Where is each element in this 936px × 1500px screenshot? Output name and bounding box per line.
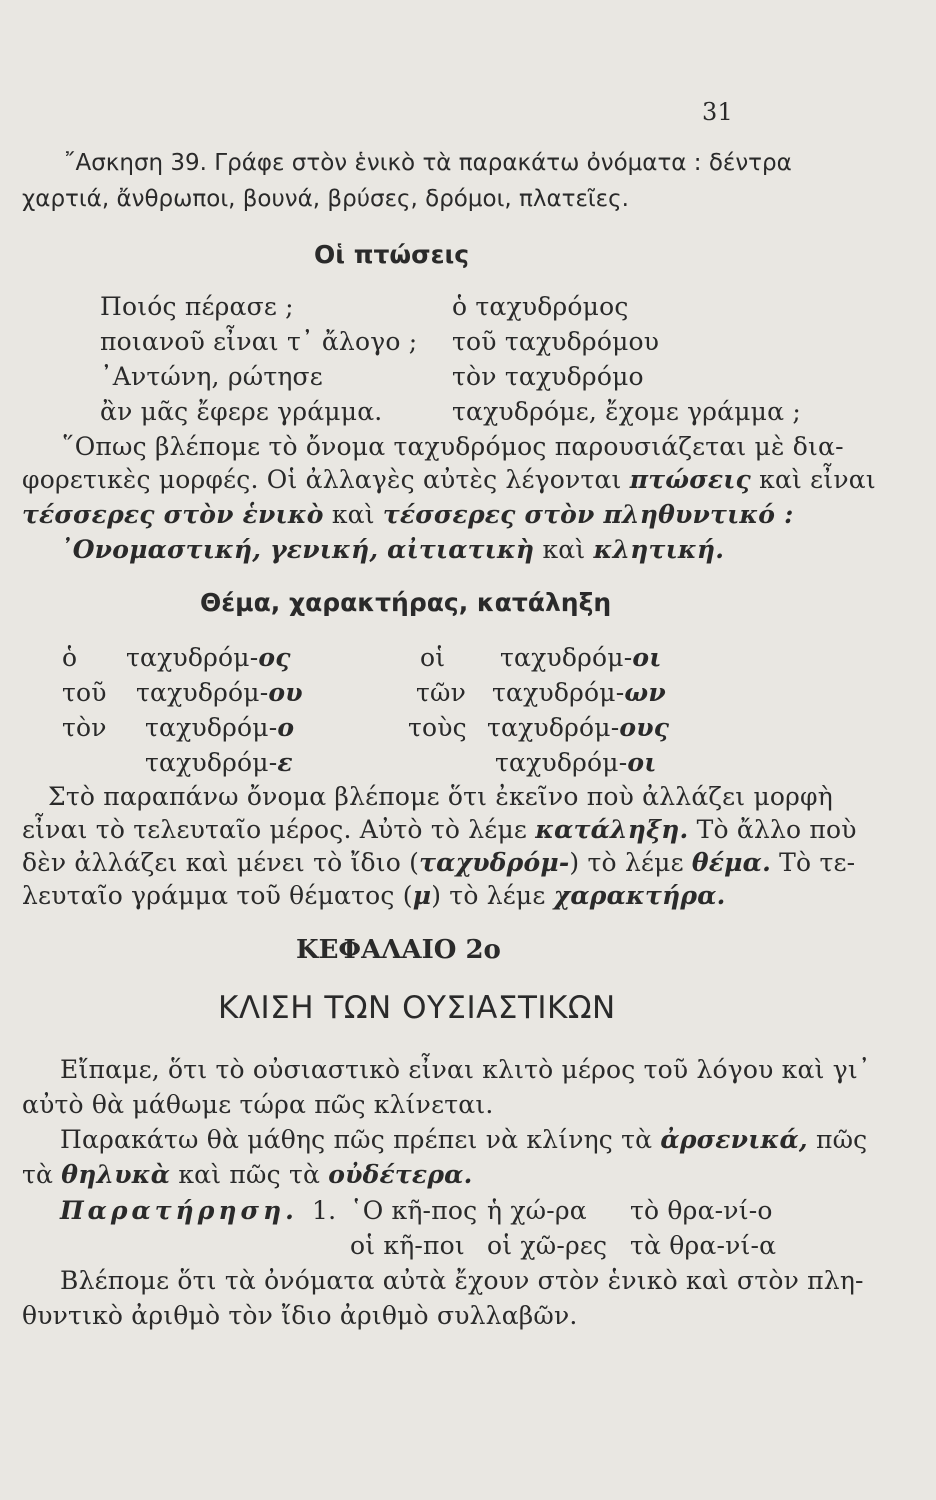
section-heading-cases: Οἱ πτώσεις <box>314 240 470 269</box>
page-number: 31 <box>702 98 733 126</box>
note-pl-2: οἱ χῶ-ρες <box>487 1231 608 1260</box>
dialogue-left-4: ἂν μᾶς ἔφερε γράμμα. <box>100 397 383 426</box>
chapter-label: ΚΕΦΑΛΑΙΟ 2ο <box>296 935 501 965</box>
section-heading-stem: Θέμα, χαρακτήρας, κατάληξη <box>200 588 612 617</box>
note-sg-1: ῾Ο κῆ-πος <box>350 1196 478 1225</box>
dialogue-right-2: τοῦ ταχυδρόμου <box>452 327 660 356</box>
decl-para-3-line-1: Βλέπομε ὅτι τὰ ὀνόματα αὐτὰ ἔχουν στὸν ἑνικὸ καὶ στὸν πλη- <box>60 1266 864 1295</box>
cases-para-line-1: ῞Οπως βλέπομε τὸ ὄνομα ταχυδρόμος παρουσιάζεται μὲ δια- <box>62 432 844 461</box>
decl-para-1-line-1: Εἴπαμε, ὅτι τὸ οὐσιαστικὸ εἶναι κλιτὸ μέρος τοῦ λόγου καὶ γι᾿ <box>60 1055 871 1084</box>
table-article-pl: τοὺς <box>408 713 467 742</box>
dialogue-left-3: ᾿Αντώνη, ρώτησε <box>100 362 323 391</box>
term-charaktiras: χαρακτήρα. <box>553 881 726 910</box>
table-article-sg: τὸν <box>62 713 107 742</box>
cases-para-line-3: τέσσερες στὸν ἑνικὸ καὶ τέσσερες στὸν πληθυντικό : <box>22 500 794 529</box>
table-form-sg: ταχυδρόμ-ε <box>145 748 293 777</box>
note-label: Παρατήρηση. <box>60 1196 298 1225</box>
dialogue-left-2: ποιανοῦ εἶναι τ᾿ ἄλογο ; <box>100 327 418 356</box>
table-form-sg: ταχυδρόμ-ο <box>145 713 295 742</box>
table-article-pl: τῶν <box>416 678 467 707</box>
exercise-line-1: ῎Ασκηση 39. Γράφε στὸν ἑνικὸ τὰ παρακάτω ὀνόματα : δέντρα <box>64 150 792 176</box>
table-article-pl: οἱ <box>420 643 446 672</box>
table-form-pl: ταχυδρόμ-ους <box>487 713 670 742</box>
table-form-sg: ταχυδρόμ-ος <box>126 643 291 672</box>
cases-para-line-2: φορετικὲς μορφές. Οἱ ἀλλαγὲς αὐτὲς λέγονται πτώσεις καὶ εἶναι <box>22 465 876 494</box>
table-form-pl: ταχυδρόμ-ων <box>492 678 666 707</box>
exercise-line-2: χαρτιά, ἄνθρωποι, βουνά, βρύσες, δρόμοι, πλατεῖες. <box>22 186 629 212</box>
table-form-pl: ταχυδρόμ-οι <box>500 643 662 672</box>
table-article-sg: τοῦ <box>62 678 107 707</box>
table-article-sg: ὁ <box>62 643 78 672</box>
note-number: 1. <box>312 1196 337 1225</box>
term-thema: θέμα. <box>691 848 772 877</box>
decl-para-2-line-2: τὰ θηλυκὰ καὶ πῶς τὰ οὐδέτερα. <box>22 1160 473 1189</box>
note-pl-3: τὰ θρα-νί-α <box>630 1231 777 1260</box>
decl-para-3-line-2: θυντικὸ ἀριθμὸ τὸν ἴδιο ἀριθμὸ συλλαβῶν. <box>22 1301 578 1330</box>
note-pl-1: οἱ κῆ-ποι <box>350 1231 465 1260</box>
dialogue-right-3: τὸν ταχυδρόμο <box>452 362 644 391</box>
stem-para-line-4: λευταῖο γράμμα τοῦ θέματος (μ) τὸ λέμε χαρακτήρα. <box>22 881 726 910</box>
decl-para-2-line-1: Παρακάτω θὰ μάθης πῶς πρέπει νὰ κλίνης τὰ ἀρσενικά, πῶς <box>60 1125 868 1154</box>
table-form-sg: ταχυδρόμ-ου <box>136 678 303 707</box>
stem-para-line-3: δὲν ἀλλάζει καὶ μένει τὸ ἴδιο (ταχυδρόμ-) τὸ λέμε θέμα. Τὸ τε- <box>22 848 856 877</box>
dialogue-right-4: ταχυδρόμε, ἔχομε γράμμα ; <box>452 397 801 426</box>
note-sg-2: ἡ χώ-ρα <box>487 1196 587 1225</box>
cases-para-line-4: ᾿Ονομαστική, γενική, αἰτιατικὴ καὶ κλητική. <box>60 535 725 564</box>
term-katalixi: κατάληξη. <box>535 815 689 844</box>
decl-para-1-line-2: αὐτὸ θὰ μάθωμε τώρα πῶς κλίνεται. <box>22 1090 494 1119</box>
stem-para-line-2: εἶναι τὸ τελευταῖο μέρος. Αὐτὸ τὸ λέμε κατάληξη. Τὸ ἄλλο ποὺ <box>22 815 857 844</box>
table-form-pl: ταχυδρόμ-οι <box>495 748 657 777</box>
dialogue-right-1: ὁ ταχυδρόμος <box>452 292 629 321</box>
chapter-title: ΚΛΙΣΗ ΤΩΝ ΟΥΣΙΑΣΤΙΚΩΝ <box>218 990 616 1026</box>
term-ptoseis: πτώσεις <box>629 465 751 494</box>
note-sg-3: τὸ θρα-νί-ο <box>630 1196 773 1225</box>
dialogue-left-1: Ποιός πέρασε ; <box>100 292 294 321</box>
stem-para-line-1: Στὸ παραπάνω ὄνομα βλέπομε ὅτι ἐκεῖνο ποὺ ἀλλάζει μορφὴ <box>48 782 833 811</box>
